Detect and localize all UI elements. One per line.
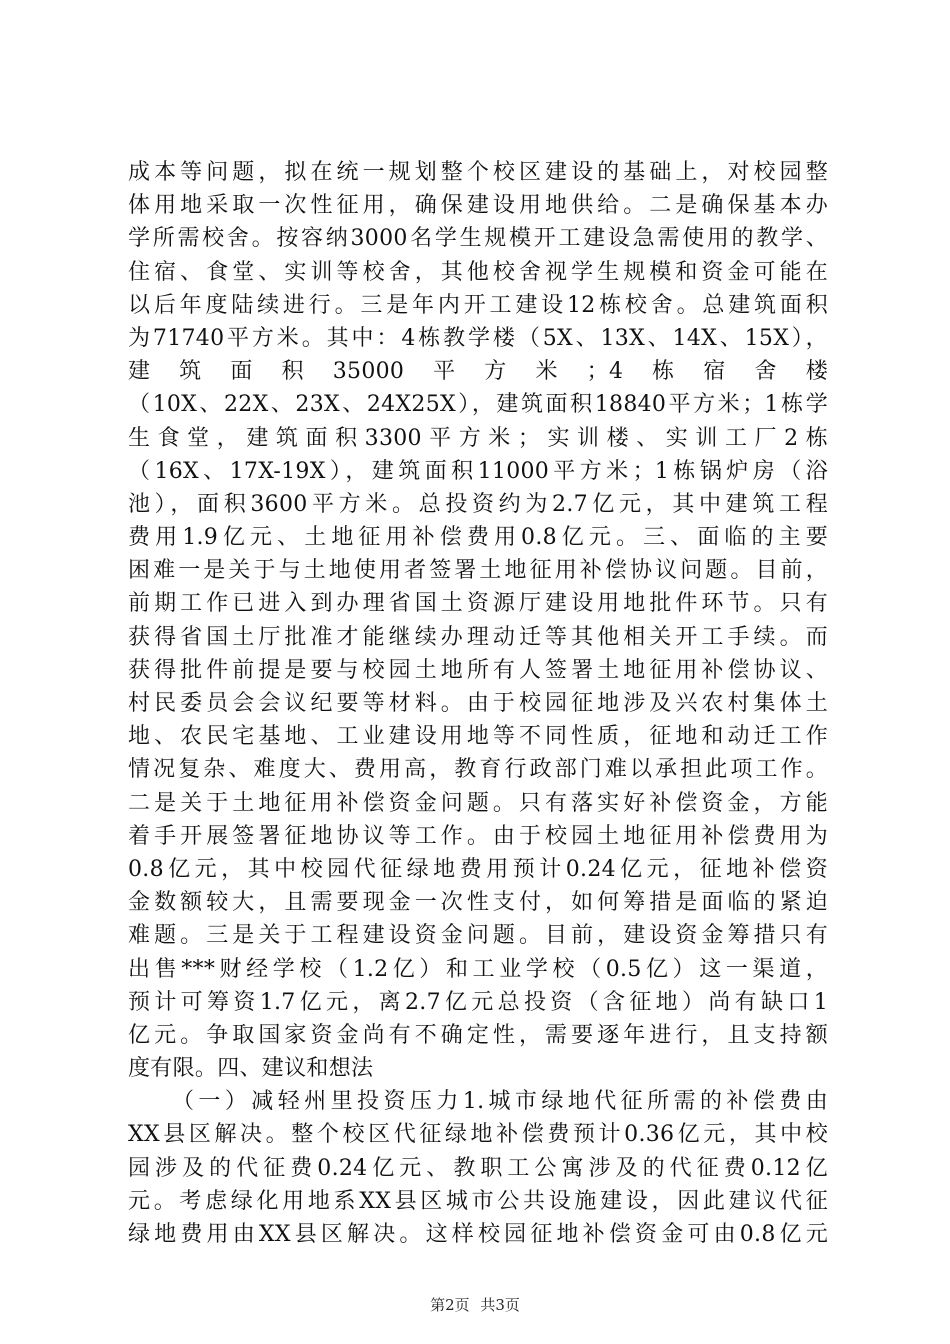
text-line: 生食堂，建筑面积3300平方米；实训楼、实训工厂2栋 (128, 425, 828, 451)
text-line: 获得批件前提是要与校园土地所有人签署土地征用补偿协议、 (128, 657, 828, 683)
text-line: 池），面积3600平方米。总投资约为2.7亿元，其中建筑工程 (128, 491, 828, 517)
text-line: 绿地费用由XX县区解决。这样校园征地补偿资金可由0.8亿元 (128, 1222, 828, 1247)
body-text (128, 156, 828, 1251)
text-line: 建筑面积35000平方米；4栋宿舍楼 (128, 359, 828, 385)
text-line: 预计可筹资1.7亿元，离2.7亿元总投资（含征地）尚有缺口1 (128, 989, 828, 1015)
text-line: 地、农民宅基地、工业建设用地等不同性质，征地和动迁工作 (128, 724, 828, 750)
text-line: 情况复杂、难度大、费用高，教育行政部门难以承担此项工作。 (128, 757, 828, 783)
text-line: 前期工作已进入到办理省国土资源厅建设用地批件环节。只有 (128, 591, 828, 617)
text-line: 为71740平方米。其中：4栋教学楼（5X、13X、14X、15X）， (128, 325, 828, 351)
text-line: 金数额较大，且需要现金一次性支付，如何筹措是面临的紧迫 (128, 890, 828, 916)
text-line: 学所需校舍。按容纳3000名学生规模开工建设急需使用的教学、 (128, 226, 828, 252)
page-footer (0, 1294, 950, 1315)
text-line: 二是关于土地征用补偿资金问题。只有落实好补偿资金，方能 (128, 790, 828, 816)
text-line: 体用地采取一次性征用，确保建设用地供给。二是确保基本办 (128, 193, 828, 219)
text-line: 元。考虑绿化用地系XX县区城市公共设施建设，因此建议代征 (128, 1188, 828, 1214)
text-line: 着手开展签署征地协议等工作。由于校园土地征用补偿费用为 (128, 823, 828, 849)
text-line: 园涉及的代征费0.24亿元、教职工公寓涉及的代征费0.12亿 (128, 1155, 828, 1181)
text-line: 住宿、食堂、实训等校舍，其他校舍视学生规模和资金可能在 (128, 259, 828, 285)
text-line: 村民委员会会议纪要等材料。由于校园征地涉及兴农村集体土 (128, 691, 828, 716)
text-line: 成本等问题，拟在统一规划整个校区建设的基础上，对校园整 (128, 160, 828, 185)
text-line: XX县区解决。整个校区代征绿地补偿费预计0.36亿元，其中校 (128, 1122, 828, 1148)
text-line: 亿元。争取国家资金尚有不确定性，需要逐年进行，且支持额 (128, 1022, 828, 1048)
text-line: 费用1.9亿元、土地征用补偿费用0.8亿元。三、面临的主要 (128, 525, 828, 551)
page-number: 第2页 (430, 1296, 470, 1314)
text-line: 困难一是关于与土地使用者签署土地征用补偿协议问题。目前， (128, 558, 828, 584)
text-line: 难题。三是关于工程建设资金问题。目前，建设资金筹措只有 (128, 923, 828, 949)
text-line: （16X、17X-19X），建筑面积11000平方米；1栋锅炉房（浴 (128, 458, 828, 484)
page-total: 共3页 (480, 1296, 520, 1314)
text-line: 以后年度陆续进行。三是年内开工建设12栋校舍。总建筑面积 (128, 292, 828, 318)
text-line: 出售***财经学校（1.2亿）和工业学校（0.5亿）这一渠道， (128, 956, 828, 982)
text-line: 获得省国土厅批准才能继续办理动迁等其他相关开工手续。而 (128, 624, 828, 650)
text-line-indented: （一）减轻州里投资压力1.城市绿地代征所需的补偿费由 (172, 1089, 828, 1115)
text-line: 0.8亿元，其中校园代征绿地费用预计0.24亿元，征地补偿资 (128, 856, 828, 882)
text-line: 度有限。四、建议和想法 (128, 1056, 374, 1082)
text-line: （10X、22X、23X、24X25X），建筑面积18840平方米；1栋学 (128, 392, 828, 418)
